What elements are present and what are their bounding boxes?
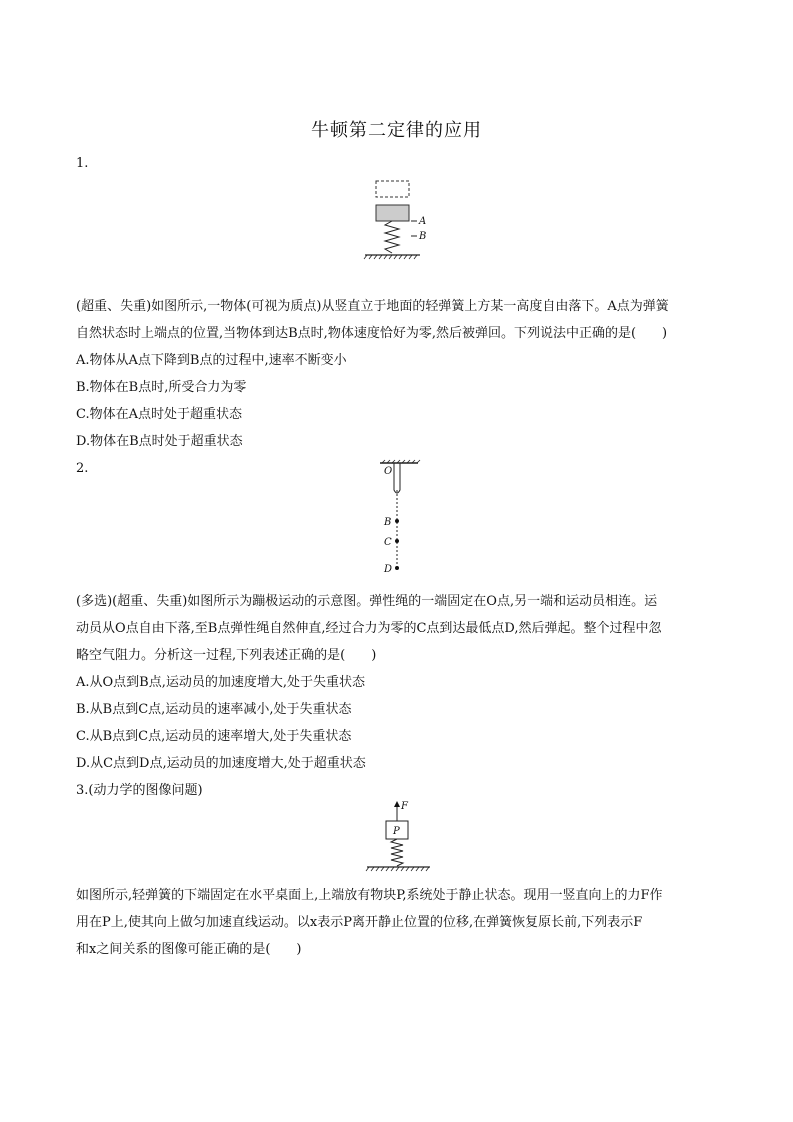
q2-number: 2. [76,461,89,476]
page-title: 牛顿第二定律的应用 [311,120,482,141]
q1-option-b: B.物体在B点时,所受合力为零 [76,380,247,395]
q1-number: 1. [76,156,89,171]
q1-option-d: D.物体在B点时处于超重状态 [76,434,243,449]
q3-header: 3.(动力学的图像问题) [76,783,203,798]
q1-option-c: C.物体在A点时处于超重状态 [76,407,243,422]
q2-point-c [395,539,399,543]
q1-stem-line2: 自然状态时上端点的位置,当物体到达B点时,物体速度恰好为零,然后被弹回。下列说法中正确的是( ) [76,326,668,341]
q1-stem-line1: (超重、失重)如图所示,一物体(可视为质点)从竖直立于地面的轻弹簧上方某一高度自由落下。A点为弹簧 [76,299,669,314]
q2-bungee-figure [376,460,426,578]
q3-stem-line3: 和x之间关系的图像可能正确的是( ) [76,942,302,957]
q2-option-a: A.从O点到B点,运动员的加速度增大,处于失重状态 [76,675,365,690]
q1-block [376,205,409,221]
q2-option-c: C.从B点到C点,运动员的速率增大,处于失重状态 [76,729,352,744]
q3-stem-line2: 用在P上,使其向上做匀加速直线运动。以x表示P离开静止位置的位移,在弹簧恢复原长前,下列表示F [76,915,643,930]
q2-point-b [395,519,399,523]
q3-spring-block-figure [362,800,442,880]
q1-ground-hatch [364,255,417,259]
q3-force-arrow-head [394,801,400,807]
q2-label-c: C [384,537,392,548]
q1-block-initial-dashed [376,181,409,197]
q3-label-p: P [393,826,400,837]
q3-spring [391,839,403,866]
q2-stem-line3: 略空气阻力。分析这一过程,下列表述正确的是( ) [76,648,377,663]
q1-label-b: B [419,231,427,242]
q1-label-a: A [419,216,427,227]
q2-option-d: D.从C点到D点,运动员的加速度增大,处于超重状态 [76,756,366,771]
q2-stem-line1: (多选)(超重、失重)如图所示为蹦极运动的示意图。弹性绳的一端固定在O点,另一端和运动员相连。运 [76,594,658,609]
q2-cord-loop [394,463,400,493]
q3-label-f: F [401,801,408,812]
q1-spring [385,221,399,253]
q2-point-d [395,566,399,570]
q2-label-d: D [384,564,393,575]
q2-label-b: B [384,517,392,528]
q3-stem-line1: 如图所示,轻弹簧的下端固定在水平桌面上,上端放有物块P,系统处于静止状态。现用一竖直向上的力F作 [76,888,663,903]
q1-spring-figure [360,178,440,262]
q2-stem-line2: 动员从O点自由下落,至B点弹性绳自然伸直,经过合力为零的C点到达最低点D,然后弹起。整个过程中忽 [76,621,662,636]
q2-option-b: B.从B点到C点,运动员的速率减小,处于失重状态 [76,702,352,717]
q2-label-o: O [384,466,393,477]
q1-option-a: A.物体从A点下降到B点的过程中,速率不断变小 [76,353,347,368]
